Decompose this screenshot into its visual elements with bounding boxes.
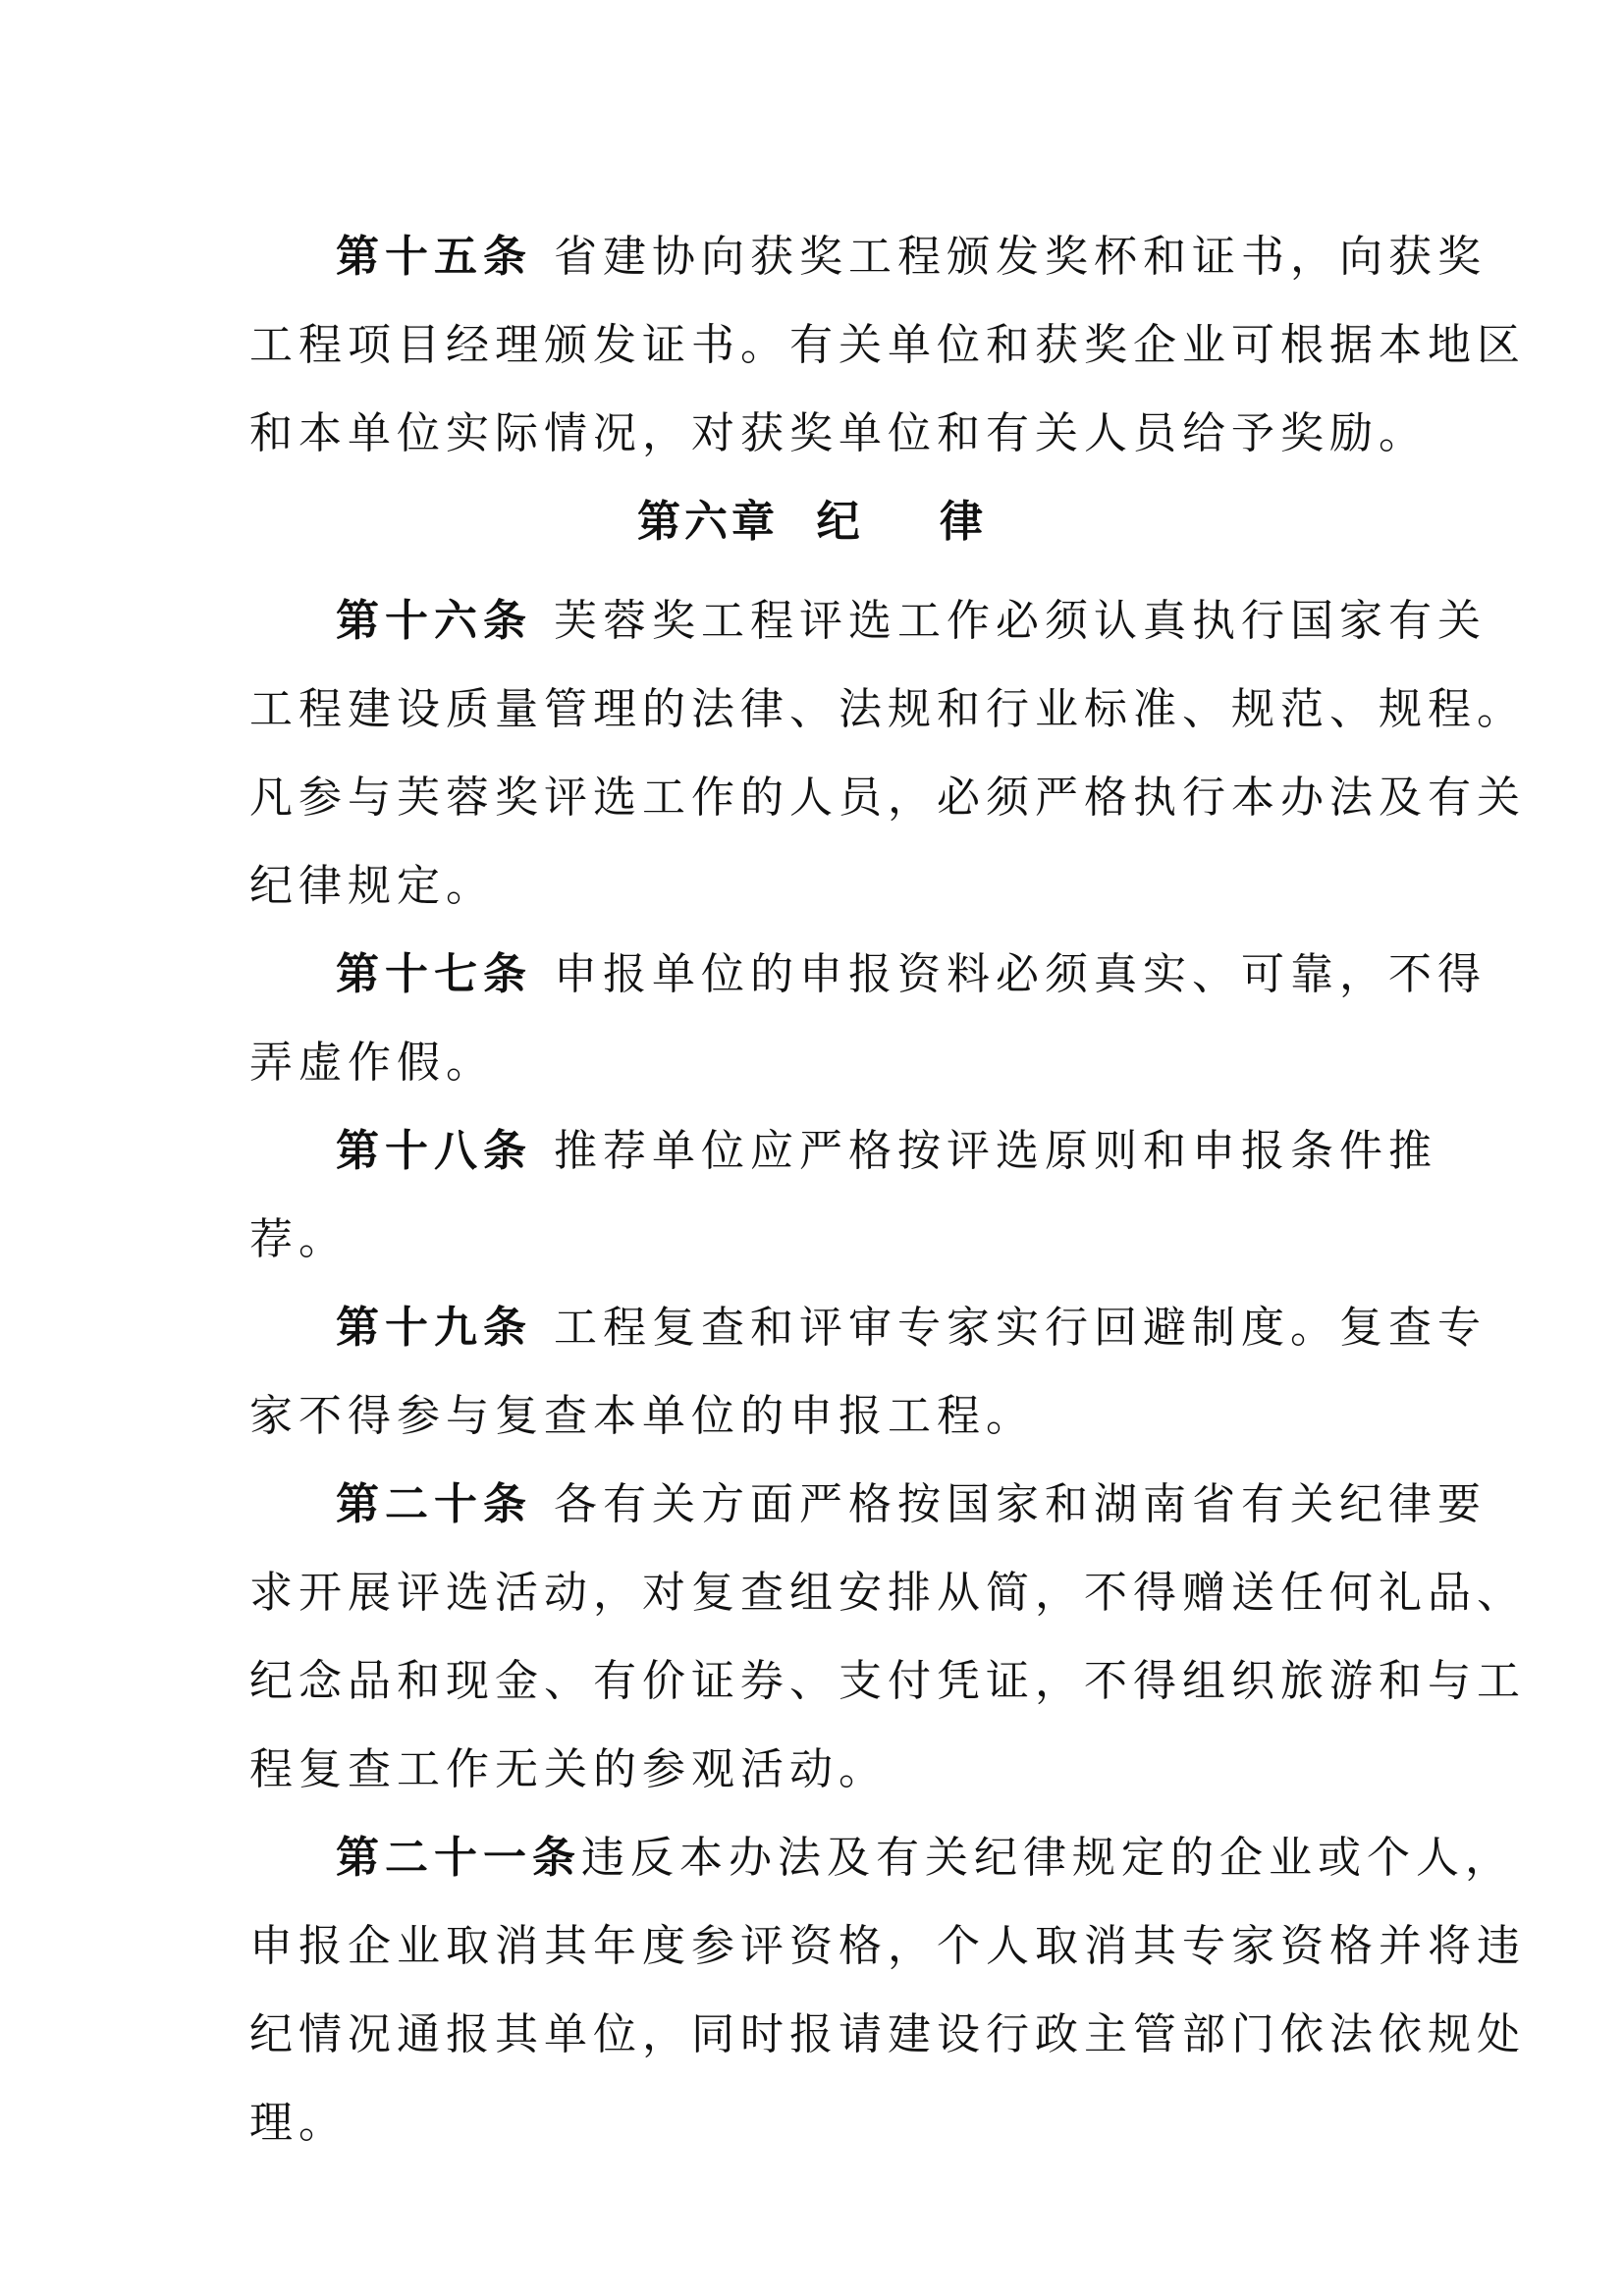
article-16-line-4: 纪律规定。 — [249, 861, 495, 911]
article-21-line-3: 纪情况通报其单位，同时报请建设行政主管部门依法依规处 — [249, 2009, 1526, 2059]
article-19-line-1: 第十九条 工程复查和评审专家实行回避制度。复查专 — [336, 1303, 1487, 1353]
article-21-line-1: 第二十一条违反本办法及有关纪律规定的企业或个人， — [336, 1833, 1514, 1883]
article-16-line-2: 工程建设质量管理的法律、法规和行业标准、规范、规程。 — [249, 684, 1526, 734]
article-19-line-2: 家不得参与复查本单位的申报工程。 — [249, 1391, 1035, 1441]
article-17-line-2: 弄虚作假。 — [249, 1038, 495, 1088]
article-16-line-3: 凡参与芙蓉奖评选工作的人员，必须严格执行本办法及有关 — [249, 773, 1526, 823]
article-16-title: 第十六条 — [336, 596, 532, 646]
chapter-6-heading: 第六章 纪 律 — [637, 497, 987, 547]
article-18-line-1: 第十八条 推荐单位应严格按评选原则和申报条件推 — [336, 1126, 1437, 1176]
article-18-line-2: 荐。 — [249, 1214, 348, 1264]
article-21-line-4: 理。 — [249, 2098, 348, 2148]
article-20-line-2: 求开展评选活动，对复查组安排从简，不得赠送任何礼品、 — [249, 1568, 1526, 1618]
article-15-line-1: 第十五条 省建协向获奖工程颁发奖杯和证书，向获奖 — [336, 232, 1487, 282]
article-18-title: 第十八条 — [336, 1126, 532, 1176]
article-16-line-1: 第十六条 芙蓉奖工程评选工作必须认真执行国家有关 — [336, 596, 1487, 646]
article-21-line-2: 申报企业取消其年度参评资格，个人取消其专家资格并将违 — [249, 1921, 1526, 1971]
article-15-line-3: 和本单位实际情况，对获奖单位和有关人员给予奖励。 — [249, 408, 1428, 458]
article-21-title: 第二十一条 — [336, 1833, 581, 1883]
article-17-title: 第十七条 — [336, 949, 532, 999]
article-19-title: 第十九条 — [336, 1303, 532, 1353]
article-15-line-2: 工程项目经理颁发证书。有关单位和获奖企业可根据本地区 — [249, 320, 1526, 370]
article-17-line-1: 第十七条 申报单位的申报资料必须真实、可靠，不得 — [336, 949, 1487, 999]
article-15-title: 第十五条 — [336, 232, 532, 282]
article-20-line-4: 程复查工作无关的参观活动。 — [249, 1744, 888, 1794]
article-20-line-1: 第二十条 各有关方面严格按国家和湖南省有关纪律要 — [336, 1479, 1487, 1529]
article-20-title: 第二十条 — [336, 1479, 532, 1529]
article-20-line-3: 纪念品和现金、有价证券、支付凭证，不得组织旅游和与工 — [249, 1656, 1526, 1706]
